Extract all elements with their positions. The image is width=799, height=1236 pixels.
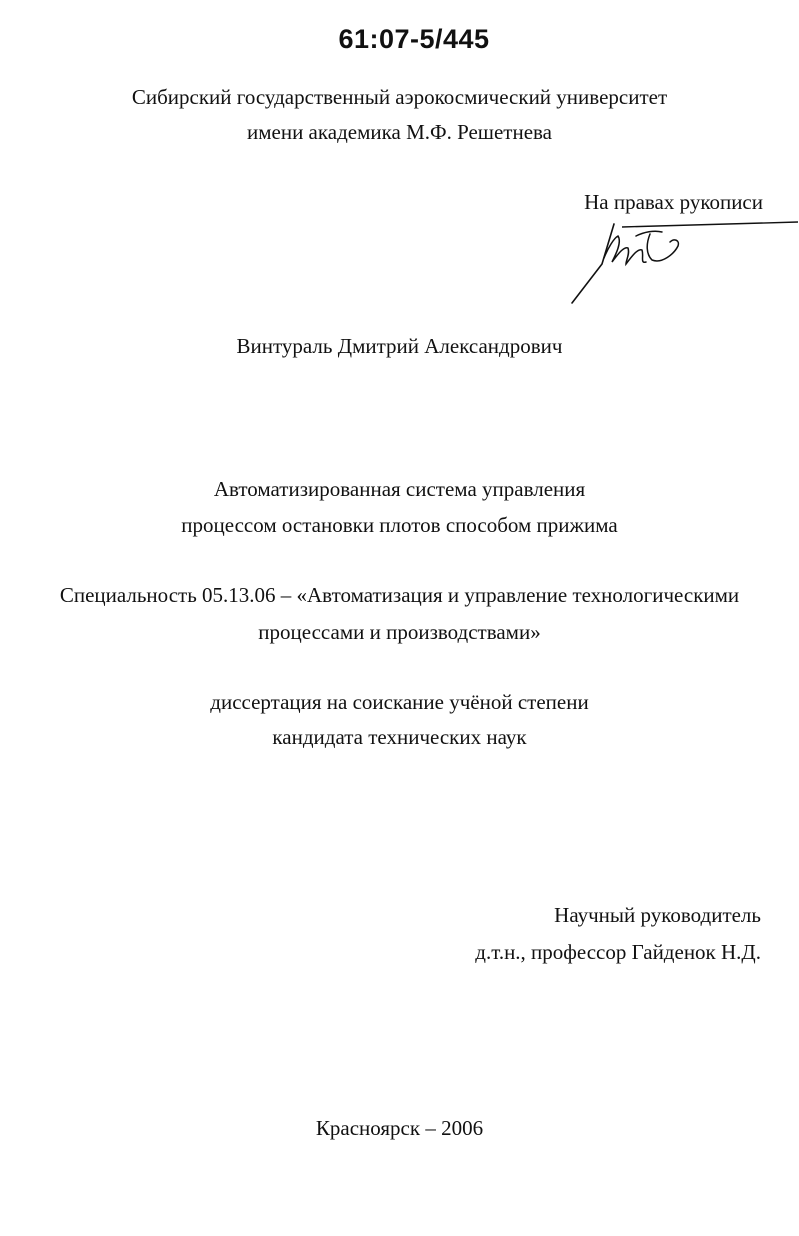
place-year: Красноярск – 2006 [315,1116,484,1140]
manuscript-note: На правах рукописи [584,190,763,214]
signature-mark [566,208,799,308]
registry-code: 61:07-5/445 [338,24,490,54]
thesis-title-line-2: процессом остановки плотов способом прижима [181,513,618,537]
thesis-title-line-1: Автоматизированная система управления [213,477,586,501]
specialty-line-2: процессами и производствами» [258,620,541,644]
degree-line-1: диссертация на соискание учёной степени [210,690,589,714]
institution-line-1: Сибирский государственный аэрокосмический университет [131,85,668,109]
institution-line-2: имени академика М.Ф. Решетнева [246,120,552,144]
author-name: Винтураль Дмитрий Александрович [236,334,563,358]
supervisor-label: Научный руководитель [554,903,761,927]
degree-line-2: кандидата технических наук [272,725,527,749]
specialty-line-1: Специальность 05.13.06 – «Автоматизация и управление технологическими [59,583,740,607]
supervisor-name: д.т.н., профессор Гайденок Н.Д. [475,940,761,964]
